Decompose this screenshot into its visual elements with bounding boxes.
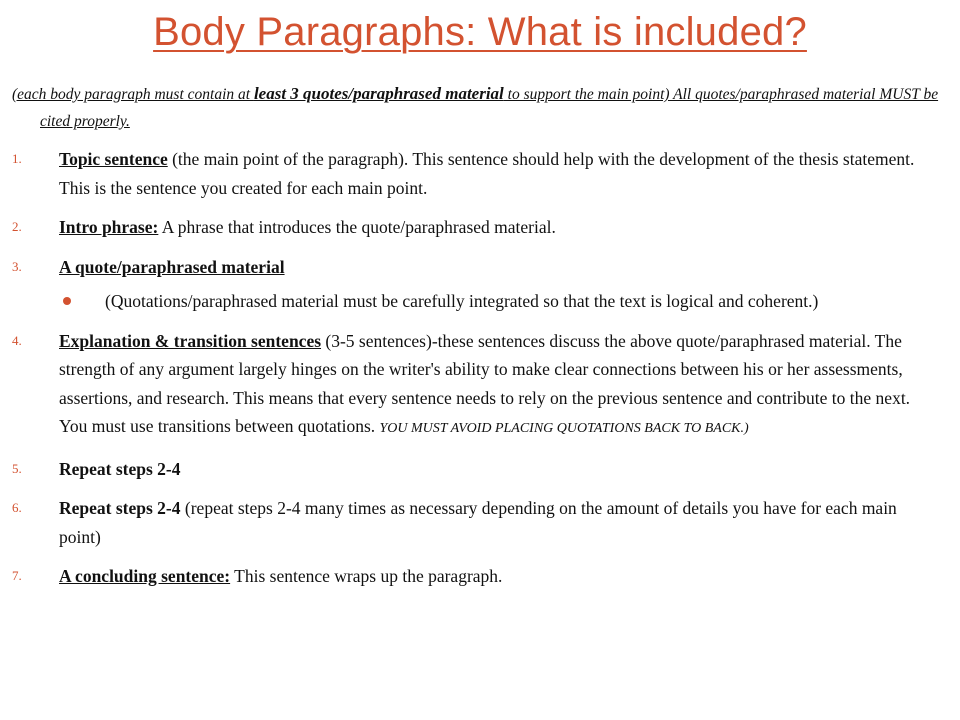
step-7 — [12, 562, 942, 591]
step-label: A concluding sentence: — [59, 566, 231, 586]
step-text: (3-5 sentences)-these sentences discuss the above quote/paraphrased material. The strength of any argument largely hinges on the writer's ability to make clear connections between his or her assessments, assertions, and research. This means that every sentence needs to rely on the previous sentence and contribute to the next. You must use transitions between quotations. — [59, 330, 911, 436]
step-text: (the main point of the paragraph). This sentence should help with the development of the thesis statement. This is the sentence you created for each main point. — [59, 149, 915, 198]
step-6 — [12, 494, 942, 551]
steps-list — [12, 145, 942, 591]
step-4 — [12, 327, 942, 444]
sub-bullet-text: (Quotations/paraphrased material must be carefully integrated so that the text is logical and coherent.) — [105, 291, 819, 311]
sub-bullet-item — [12, 287, 942, 316]
step-number: 5. — [12, 460, 22, 476]
step-label: Intro phrase: — [59, 217, 159, 237]
step-text: This sentence wraps up the paragraph. — [230, 566, 503, 586]
slide-title: Body Paragraphs: What is included? — [153, 10, 807, 54]
step-2 — [12, 213, 942, 242]
intro-bold: least 3 quotes/paraphrased material — [253, 84, 504, 103]
step-italic-note: YOU MUST AVOID PLACING QUOTATIONS BACK TO BACK.) — [379, 421, 749, 436]
step-number: 6. — [12, 500, 22, 515]
step-text: (repeat steps 2-4 many times as necessary depending on the amount of details you have for each main point) — [59, 498, 897, 547]
step-5 — [12, 455, 942, 484]
intro-part2: to support the main point) All quotes/paraphrased material MUST be cited properly. — [40, 86, 939, 130]
step-1 — [12, 145, 942, 202]
step-label: A quote/paraphrased material — [59, 256, 285, 277]
intro-part1: (each body paragraph must contain at — [12, 86, 254, 103]
bullet-dot-icon — [63, 297, 71, 305]
step-label: Repeat steps 2-4 — [59, 458, 181, 479]
step-text: A phrase that introduces the quote/paraphrased material. — [158, 217, 556, 237]
intro-note — [12, 80, 940, 135]
step-label: Repeat steps 2-4 — [59, 498, 181, 518]
step-3 — [12, 253, 942, 282]
step-label: Explanation & transition sentences — [59, 330, 322, 351]
step-number: 3. — [12, 258, 22, 274]
step-number: 2. — [12, 219, 22, 234]
step-number: 7. — [12, 568, 22, 583]
step-number: 1. — [12, 151, 22, 166]
step-label: Topic sentence — [59, 149, 168, 169]
step-number: 4. — [12, 332, 22, 348]
